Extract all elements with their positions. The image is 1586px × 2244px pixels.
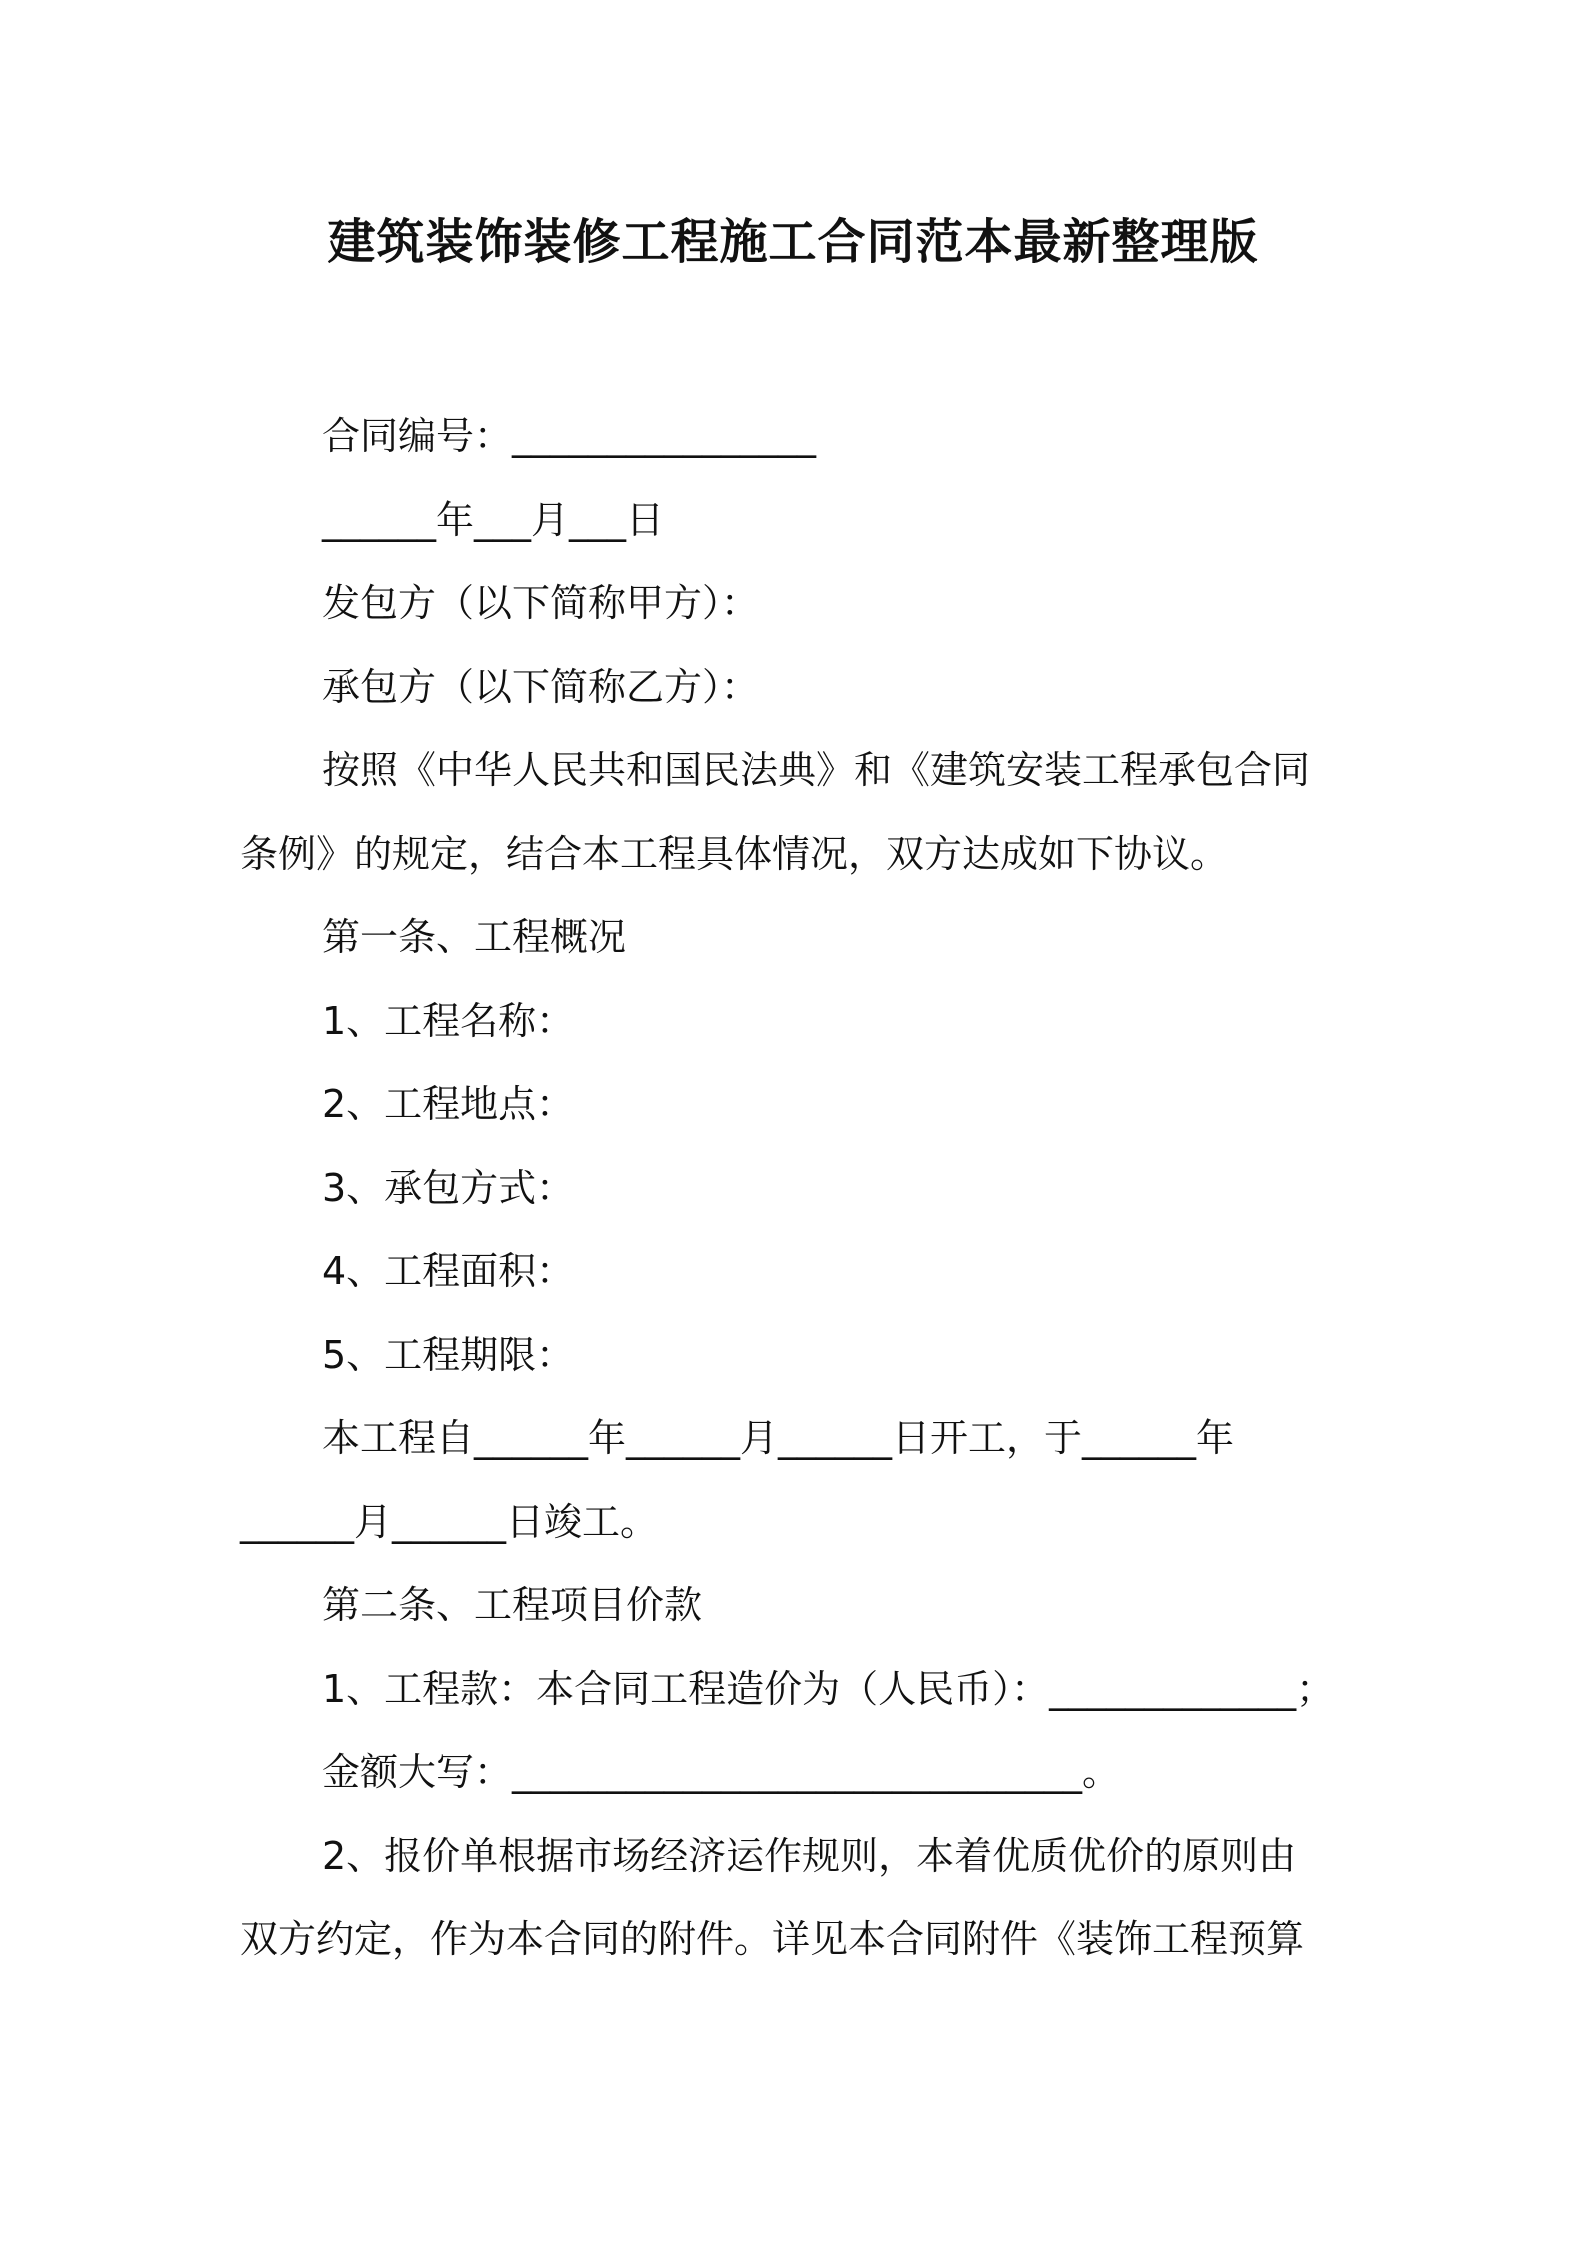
contract-number-line: 合同编号：________________ <box>322 414 817 458</box>
contract-method-line: 3、承包方式： <box>322 1166 575 1210</box>
project-name-line: 1、工程名称： <box>322 999 575 1043</box>
preamble-line-1: 按照《中华人民共和国民法典》和《建筑安装工程承包合同 <box>322 748 1311 792</box>
document-title: 建筑装饰装修工程施工合同范本最新整理版 <box>327 214 1259 270</box>
preamble-line-2: 条例》的规定，结合本工程具体情况，双方达成如下协议。 <box>240 832 1229 876</box>
amount-in-words-line: 金额大写：______________________________。 <box>322 1750 1121 1794</box>
party-a-line: 发包方（以下简称甲方）： <box>322 581 760 625</box>
project-area-line: 4、工程面积： <box>322 1249 575 1293</box>
party-b-line: 承包方（以下简称乙方）： <box>322 665 760 709</box>
schedule-line-1: 本工程自______年______月______日开工，于______年 <box>322 1416 1235 1460</box>
quotation-line-2: 双方约定，作为本合同的附件。详见本合同附件《装饰工程预算 <box>240 1917 1305 1961</box>
article-2-heading: 第二条、工程项目价款 <box>322 1583 703 1627</box>
date-line: ______年___月___日 <box>322 498 665 542</box>
article-1-heading: 第一条、工程概况 <box>322 915 627 959</box>
project-location-line: 2、工程地点： <box>322 1082 575 1126</box>
quotation-line-1: 2、报价单根据市场经济运作规则，本着优质优价的原则由 <box>322 1834 1297 1878</box>
contract-price-line: 1、工程款：本合同工程造价为（人民币）：_____________； <box>322 1667 1335 1711</box>
schedule-line-2: ______月______日竣工。 <box>240 1500 659 1544</box>
project-term-line: 5、工程期限： <box>322 1333 575 1377</box>
